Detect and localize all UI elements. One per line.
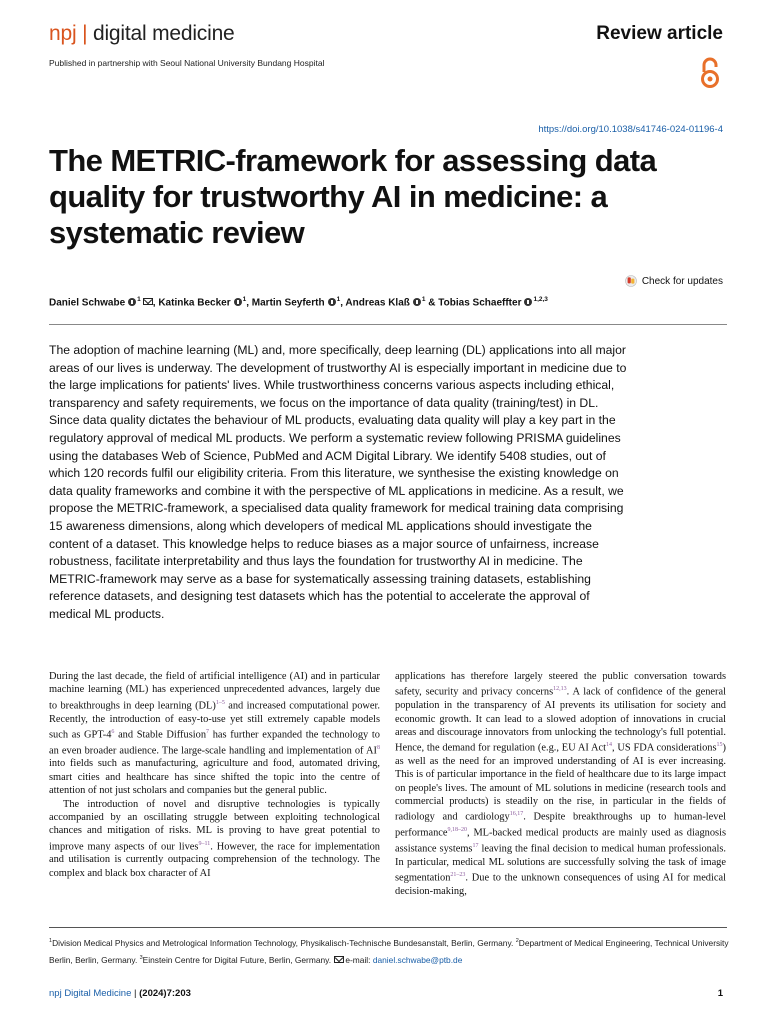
partnership-line: Published in partnership with Seoul National University Bundang Hospital	[49, 58, 325, 68]
open-access-lock-icon	[699, 57, 721, 89]
body-column-left	[49, 670, 380, 880]
footer-citation: npj Digital Medicine | (2024)7:203	[49, 988, 191, 999]
doi-link[interactable]: https://doi.org/10.1038/s41746-024-01196-4	[538, 124, 723, 135]
abstract: The adoption of machine learning (ML) and, more specifically, deep learning (DL) applications into all major areas of our lives is underway. The development of trustworthy AI is especially important in medicine due to the large implications for patients' lives. While trustworthiness concerns various aspects including ethical, transparency and safety requirements, we focus on the importance of data quality (training/test) in DL. Since data quality dictates the behaviour of ML products, evaluating data quality will play a key part in the regulatory approval of medical ML products. We perform a systematic review following PRISMA guidelines using the databases Web of Science, PubMed and ACM Digital Library. We identify 5408 studies, out of which 120 records fulfil our eligibility criteria. From this literature, we synthesise the existing knowledge on data quality frameworks and combine it with the perspective of ML applications in medicine. As a result, we propose the METRIC-framework, a specialised data quality framework for medical training data comprising 15 awareness dimensions, along which developers of medical ML applications should investigate the content of a dataset. This knowledge helps to reduce biases as a major source of unfairness, increase robustness, facilitate interpretability and thus lays the foundation for trustworthy AI in medicine. The METRIC-framework may serve as a base for systematically assessing training datasets, establishing reference datasets, and designing test datasets which has the potential to accelerate the approval of medical ML products.	[49, 343, 627, 621]
journal-name: digital medicine	[92, 22, 235, 45]
page-number: 1	[717, 988, 723, 999]
journal-prefix: npj	[49, 22, 77, 45]
check-updates-button[interactable]	[625, 275, 723, 287]
citation-ref[interactable]: 14	[606, 742, 613, 749]
author-affiliation: 1	[421, 296, 426, 303]
check-updates-label: Check for updates	[641, 275, 723, 287]
footer-volume: (2024)7:203	[139, 988, 191, 999]
orcid-icon[interactable]	[413, 298, 421, 306]
article-type: Review article	[596, 23, 723, 44]
citation-ref[interactable]: 7	[206, 728, 210, 735]
footer-journal-link[interactable]: npj Digital Medicine	[49, 988, 132, 999]
check-updates-icon	[625, 275, 637, 287]
author-name[interactable]: Katinka Becker	[158, 297, 231, 309]
author-name[interactable]: Tobias Schaeffter	[438, 297, 522, 309]
affiliations-footnote: $^1$Division Medical Physics and Metrological Information Technology, Physikalisch-Technische Bundesanstalt, Berlin, Germany. $^2$Department of Medical Engineering, Technical University Berlin, Berlin, Germany. $^3$Einstein Centre for Digital Future, Berlin, Germany. e-mail: daniel.schwabe@ptb.de	[49, 937, 729, 965]
author-affiliation: 1,2,3	[533, 296, 548, 303]
author-name[interactable]: Daniel Schwabe	[49, 297, 126, 309]
header-divider	[49, 324, 727, 325]
email-icon	[334, 956, 344, 963]
body-paragraph: During the last decade, the field of artificial intelligence (AI) and in particular machine learning (ML) has experienced unprecedented advances, largely due to breakthroughs in deep learning (DL)$^{1-5}$ and increased computational power. Recently, the introduction of easy-to-use yet still extremely capable models such as GPT-$4^6$ and Stable Diffusion$^7$ has further expanded the technology to an even broader audience. The large-scale handling and implementation of $AI^8$ into fields such as manufacturing, agriculture and food, automated driving, smart cities and healthcare has since shifted the topic into the centre of attention of not just scholars and companies but the general public.	[49, 671, 380, 797]
citation-ref[interactable]: 1–5	[215, 699, 225, 706]
author-affiliation: 1	[336, 296, 341, 303]
citation-ref[interactable]: 17	[472, 843, 479, 849]
corresponding-email-link[interactable]: daniel.schwabe@ptb.de	[372, 954, 463, 965]
orcid-icon[interactable]	[328, 298, 336, 306]
citation-ref[interactable]: 8	[377, 744, 380, 751]
article-title: The METRIC-framework for assessing data quality for trustworthy AI in medicine: a systematic review	[49, 143, 657, 250]
orcid-icon[interactable]	[524, 298, 532, 306]
author-affiliation: 1	[137, 296, 141, 303]
body-paragraph: applications has therefore largely steered the public conversation towards safety, security and privacy concerns$^{12,13}$. A lack of confidence of the general population in the transparency of AI prevents its utilisation for society and economic growth. It can lead to a slowed adoption of innovations in crucial areas and discourage innovators from unlocking the technology's full potential. Hence, the demand for regulation (e.g., EU AI Act$^{14}$, US FDA considerations$^{15}$) as well as the need for an improved understanding of AI is ever increasing. This is of particular importance in the field of healthcare due to its large impact on people's lives. The amount of ML solutions in medicine (research tools and commercial products) is steadily on the rise, in particular in the fields of radiology and cardiology$^{16,17}$. Despite breakthroughs up to human-level performance$^{9,18-20}$, ML-backed medical products are mainly used as diagnosis assistance systems$^{17}$ leaving the final decision to medical human professionals. In particular, medical ML solutions are successfully solving the task of image segmentation$^{21-23}$. Due to the unknown consequences of using AI for medical decision-making,	[395, 671, 726, 897]
body-column-right	[395, 670, 726, 898]
citation-ref[interactable]: 15	[716, 742, 723, 749]
citation-ref[interactable]: 6	[111, 728, 115, 735]
citation-ref[interactable]: 21–23	[450, 872, 466, 879]
author-affiliation: 1	[242, 296, 247, 303]
orcid-icon[interactable]	[234, 298, 242, 306]
body-paragraph: The introduction of novel and disruptive technologies is typically accompanied by an oscillating struggle between exploiting technological chances and mitigation of risks. ML is proving to have great potential to improve many aspects of our lives$^{9-11}$. However, the race for implementation and utilisation is currently outpacing comprehension of the technology. The complex and black box character of AI	[49, 798, 380, 879]
author-name[interactable]: Martin Seyferth	[251, 297, 325, 309]
citation-ref[interactable]: 12,13	[553, 686, 567, 693]
author-name[interactable]: Andreas Klaß	[345, 297, 410, 309]
author-list: Daniel Schwabe $^1$ , Katinka Becker $^1$, Martin Seyferth $^1$, Andreas Klaß $^1$ & Tobias Schaeffter $^{1,2,3}$	[49, 296, 548, 309]
citation-ref[interactable]: 9–11	[198, 840, 211, 847]
email-icon[interactable]	[143, 298, 153, 305]
orcid-icon[interactable]	[128, 298, 136, 306]
journal-separator: |	[82, 22, 88, 45]
journal-logo	[49, 22, 235, 46]
footnote-divider	[49, 927, 727, 928]
citation-ref[interactable]: 9,18–20	[447, 827, 467, 834]
citation-ref[interactable]: 16,17	[509, 811, 524, 818]
